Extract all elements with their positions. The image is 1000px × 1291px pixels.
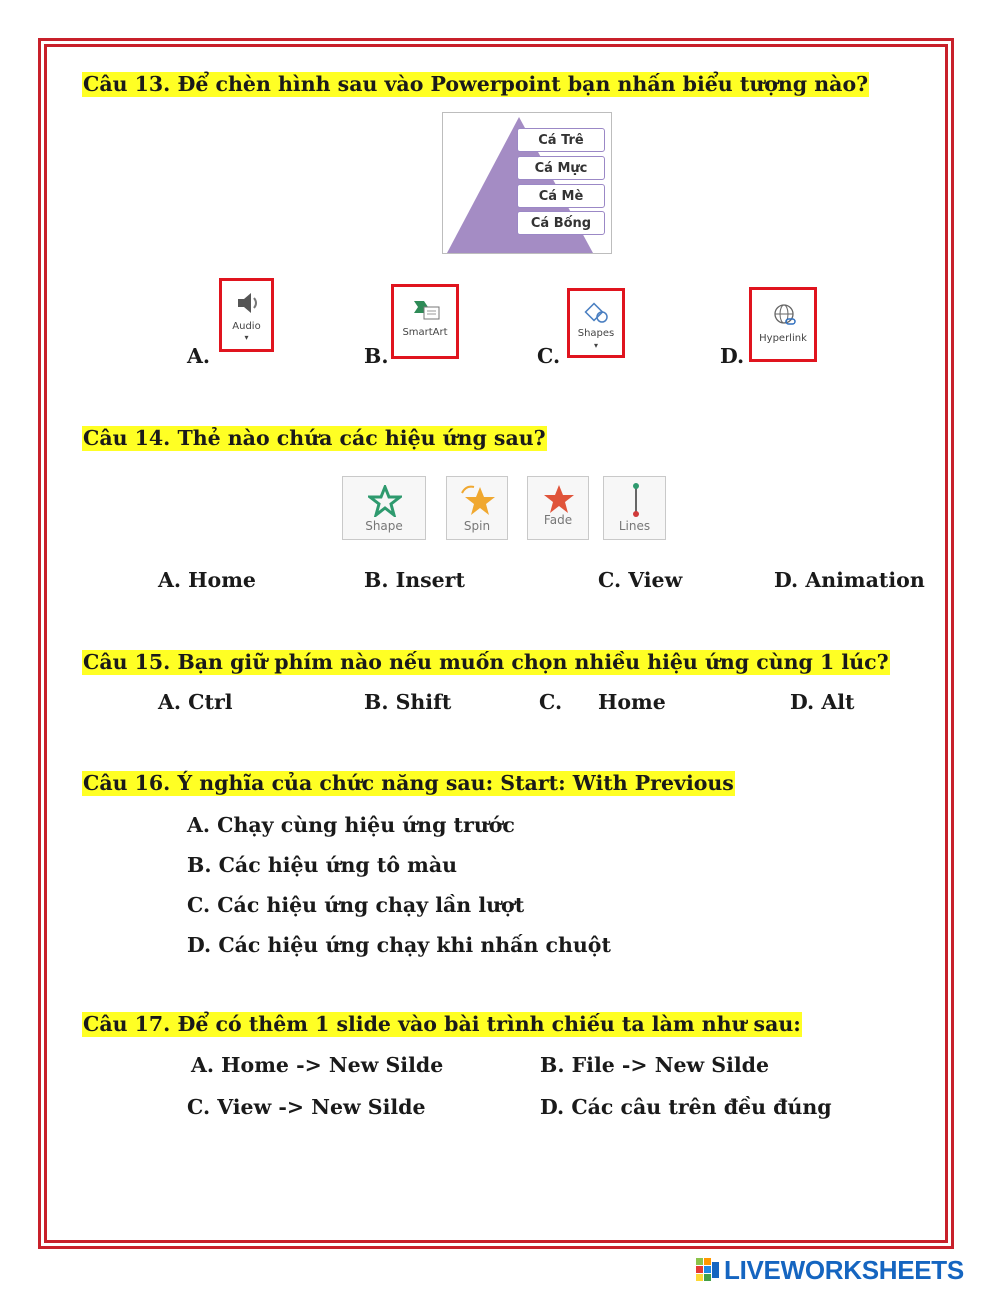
q14-option-b[interactable]: B. Insert bbox=[364, 568, 465, 592]
logo-text: LIVEWORKSHEETS bbox=[724, 1254, 964, 1285]
q17-option-b[interactable]: B. File -> New Silde bbox=[540, 1053, 770, 1077]
star-icon bbox=[368, 485, 402, 517]
q17-option-c[interactable]: C. View -> New Silde bbox=[187, 1095, 426, 1119]
q16-option-c[interactable]: C. Các hiệu ứng chạy lần lượt bbox=[187, 893, 525, 917]
shapes-icon bbox=[584, 300, 612, 326]
q13-option-d-letter: D. bbox=[720, 344, 745, 368]
hyperlink-label: Hyperlink bbox=[759, 333, 807, 344]
pyramid-item: Cá Mực bbox=[517, 156, 605, 180]
smartart-pyramid-image bbox=[442, 112, 612, 254]
q15-option-a[interactable]: A. Ctrl bbox=[158, 690, 233, 714]
q14-option-c[interactable]: C. View bbox=[598, 568, 683, 592]
logo-blocks-icon bbox=[696, 1258, 722, 1282]
liveworksheets-logo bbox=[696, 1256, 964, 1284]
pyramid-item: Cá Trê bbox=[517, 128, 605, 152]
question-16: Câu 16. Ý nghĩa của chức năng sau: Start: With Previous bbox=[83, 771, 734, 795]
q15-option-c-letter[interactable]: C. bbox=[539, 690, 563, 714]
globe-link-icon bbox=[772, 302, 800, 328]
pyramid-item: Cá Bống bbox=[517, 211, 605, 235]
q16-option-b[interactable]: B. Các hiệu ứng tô màu bbox=[187, 853, 458, 877]
smartart-button[interactable] bbox=[391, 284, 459, 359]
effect-fade[interactable] bbox=[527, 476, 589, 540]
audio-button[interactable] bbox=[219, 278, 274, 352]
pyramid-item: Cá Mè bbox=[517, 184, 605, 208]
effect-shape[interactable] bbox=[342, 476, 426, 540]
q14-option-d[interactable]: D. Animation bbox=[774, 568, 925, 592]
q16-option-d[interactable]: D. Các hiệu ứng chạy khi nhấn chuột bbox=[187, 933, 611, 957]
q15-option-c-text[interactable]: Home bbox=[598, 690, 666, 714]
shapes-label: Shapes bbox=[577, 328, 615, 339]
q14-option-a[interactable]: A. Home bbox=[158, 568, 256, 592]
smartart-icon bbox=[412, 299, 442, 321]
effect-lines[interactable] bbox=[603, 476, 666, 540]
q17-option-d[interactable]: D. Các câu trên đều đúng bbox=[540, 1095, 832, 1119]
q13-option-c-letter: C. bbox=[537, 344, 561, 368]
speaker-icon bbox=[235, 291, 261, 315]
question-13: Câu 13. Để chèn hình sau vào Powerpoint bạn nhấn biểu tượng nào? bbox=[83, 72, 869, 96]
spin-star-icon bbox=[458, 483, 498, 519]
question-14: Câu 14. Thẻ nào chứa các hiệu ứng sau? bbox=[83, 426, 546, 450]
effect-label: Fade bbox=[543, 513, 573, 527]
effect-spin[interactable] bbox=[446, 476, 508, 540]
smartart-label: SmartArt bbox=[402, 327, 448, 338]
effect-label: Shape bbox=[365, 519, 403, 533]
effect-label: Spin bbox=[463, 519, 491, 533]
q15-option-d[interactable]: D. Alt bbox=[790, 690, 855, 714]
question-15: Câu 15. Bạn giữ phím nào nếu muốn chọn nhiều hiệu ứng cùng 1 lúc? bbox=[83, 650, 889, 674]
effect-label: Lines bbox=[618, 519, 651, 533]
hyperlink-button[interactable] bbox=[749, 287, 817, 362]
dropdown-arrow-icon: ▾ bbox=[244, 333, 249, 342]
q13-option-b-letter: B. bbox=[364, 344, 389, 368]
lines-path-icon bbox=[626, 481, 646, 519]
q16-option-a[interactable]: A. Chạy cùng hiệu ứng trước bbox=[187, 813, 515, 837]
q17-option-a[interactable]: A. Home -> New Silde bbox=[191, 1053, 444, 1077]
audio-label: Audio bbox=[232, 321, 261, 332]
fade-star-icon bbox=[542, 483, 576, 515]
dropdown-arrow-icon: ▾ bbox=[593, 341, 598, 350]
q13-option-a-letter: A. bbox=[187, 344, 211, 368]
question-17: Câu 17. Để có thêm 1 slide vào bài trình chiếu ta làm như sau: bbox=[83, 1012, 801, 1036]
shapes-button[interactable] bbox=[567, 288, 625, 358]
q15-option-b[interactable]: B. Shift bbox=[364, 690, 452, 714]
